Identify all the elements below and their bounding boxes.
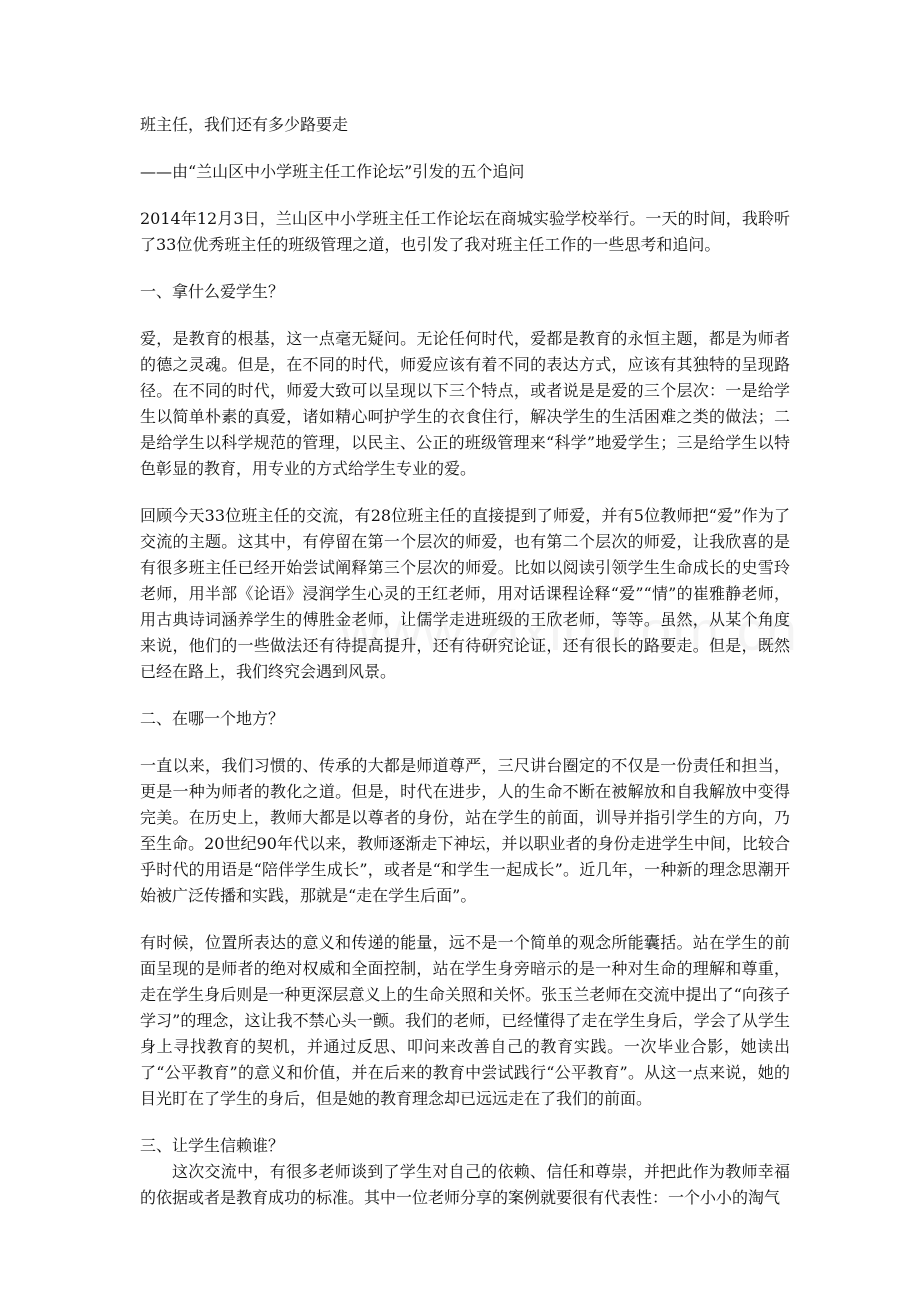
section-heading-2: 二、在哪一个地方？ xyxy=(140,709,285,728)
section-heading-1: 一、拿什么爱学生？ xyxy=(140,282,285,301)
document-subtitle: ——由“兰山区中小学班主任工作论坛”引发的五个追问 xyxy=(140,162,525,181)
section1-paragraph-1: 爱，是教育的根基，这一点毫无疑问。无论任何时代，爱都是教育的永恒主题，都是为师者的德之灵魂。但是，在不同的时代，师爱应该有着不同的表达方式，应该有其独特的呈现路径。在不同的时代，师爱大致可以呈现以下三个特点，或者说是是爱的三个层次：一是给学生以简单朴素的真爱，诸如精心呵护学生的衣食住行，解决学生的生活困难之类的做法；二是给学生以科学规范的管理，以民主、公正的班级管理来“科学”地爱学生；三是给学生以特色彰显的教育，用专业的方式给学生专业的爱。 xyxy=(140,329,790,478)
section-heading-3: 三、让学生信赖谁？ xyxy=(140,1136,285,1155)
document-page xyxy=(140,112,790,1211)
section1-paragraph-2: 回顾今天33位班主任的交流，有28位班主任的直接提到了师爱，并有5位教师把“爱”作为了交流的主题。这其中，有停留在第一个层次的师爱，也有第二个层次的师爱，让我欣喜的是有很多班主任已经开始尝试阐释第三个层次的师爱。比如以阅读引领学生生命成长的史雪玲老师，用半部《论语》浸润学生心灵的王红老师，用对话课程诠释“爱”“情”的崔雅静老师，用古典诗词涵养学生的傅胜金老师，让儒学走进班级的王欣老师，等等。虽然，从某个角度来说，他们的一些做法还有待提高提升，还有待研究论证，还有很长的路要走。但是，既然已经在路上，我们终究会遇到风景。 xyxy=(140,506,790,681)
section2-paragraph-1: 一直以来，我们习惯的、传承的大都是师道尊严，三尺讲台圈定的不仅是一份责任和担当，更是一种为师者的教化之道。但是，时代在进步，人的生命不断在被解放和自我解放中变得完美。在历史上，教师大都是以尊者的身份，站在学生的前面，训导并指引学生的方向，乃至生命。20世纪90年代以来，教师逐渐走下神坛，并以职业者的身份走进学生中间，比较合乎时代的用语是“陪伴学生成长”，或者是“和学生一起成长”。近几年，一种新的理念思潮开始被广泛传播和实践，那就是“走在学生后面”。 xyxy=(140,756,790,905)
intro-paragraph: 2014年12月3日，兰山区中小学班主任工作论坛在商城实验学校举行。一天的时间，我聆听了33位优秀班主任的班级管理之道，也引发了我对班主任工作的一些思考和追问。 xyxy=(140,209,790,254)
section2-paragraph-2: 有时候，位置所表达的意义和传递的能量，远不是一个简单的观念所能囊括。站在学生的前面呈现的是师者的绝对权威和全面控制，站在学生身旁暗示的是一种对生命的理解和尊重，走在学生身后则是一种更深层意义上的生命关照和关怀。张玉兰老师在交流中提出了“向孩子学习”的理念，这让我不禁心头一颤。我们的老师，已经懂得了走在学生身后，学会了从学生身上寻找教育的契机，并通过反思、叩问来改善自己的教育实践。一次毕业合影，她读出了“公平教育”的意义和价值，并在后来的教育中尝试践行“公平教育”。从这一点来说，她的目光盯在了学生的身后，但是她的教育理念却已远远走在了我们的前面。 xyxy=(140,933,790,1108)
document-title: 班主任，我们还有多少路要走 xyxy=(140,115,349,134)
section3-paragraph-1: 这次交流中，有很多老师谈到了学生对自己的依赖、信任和尊崇，并把此作为教师幸福的依据或者是教育成功的标准。其中一位老师分享的案例就要很有代表性：一个小小的淘气 xyxy=(140,1162,790,1207)
